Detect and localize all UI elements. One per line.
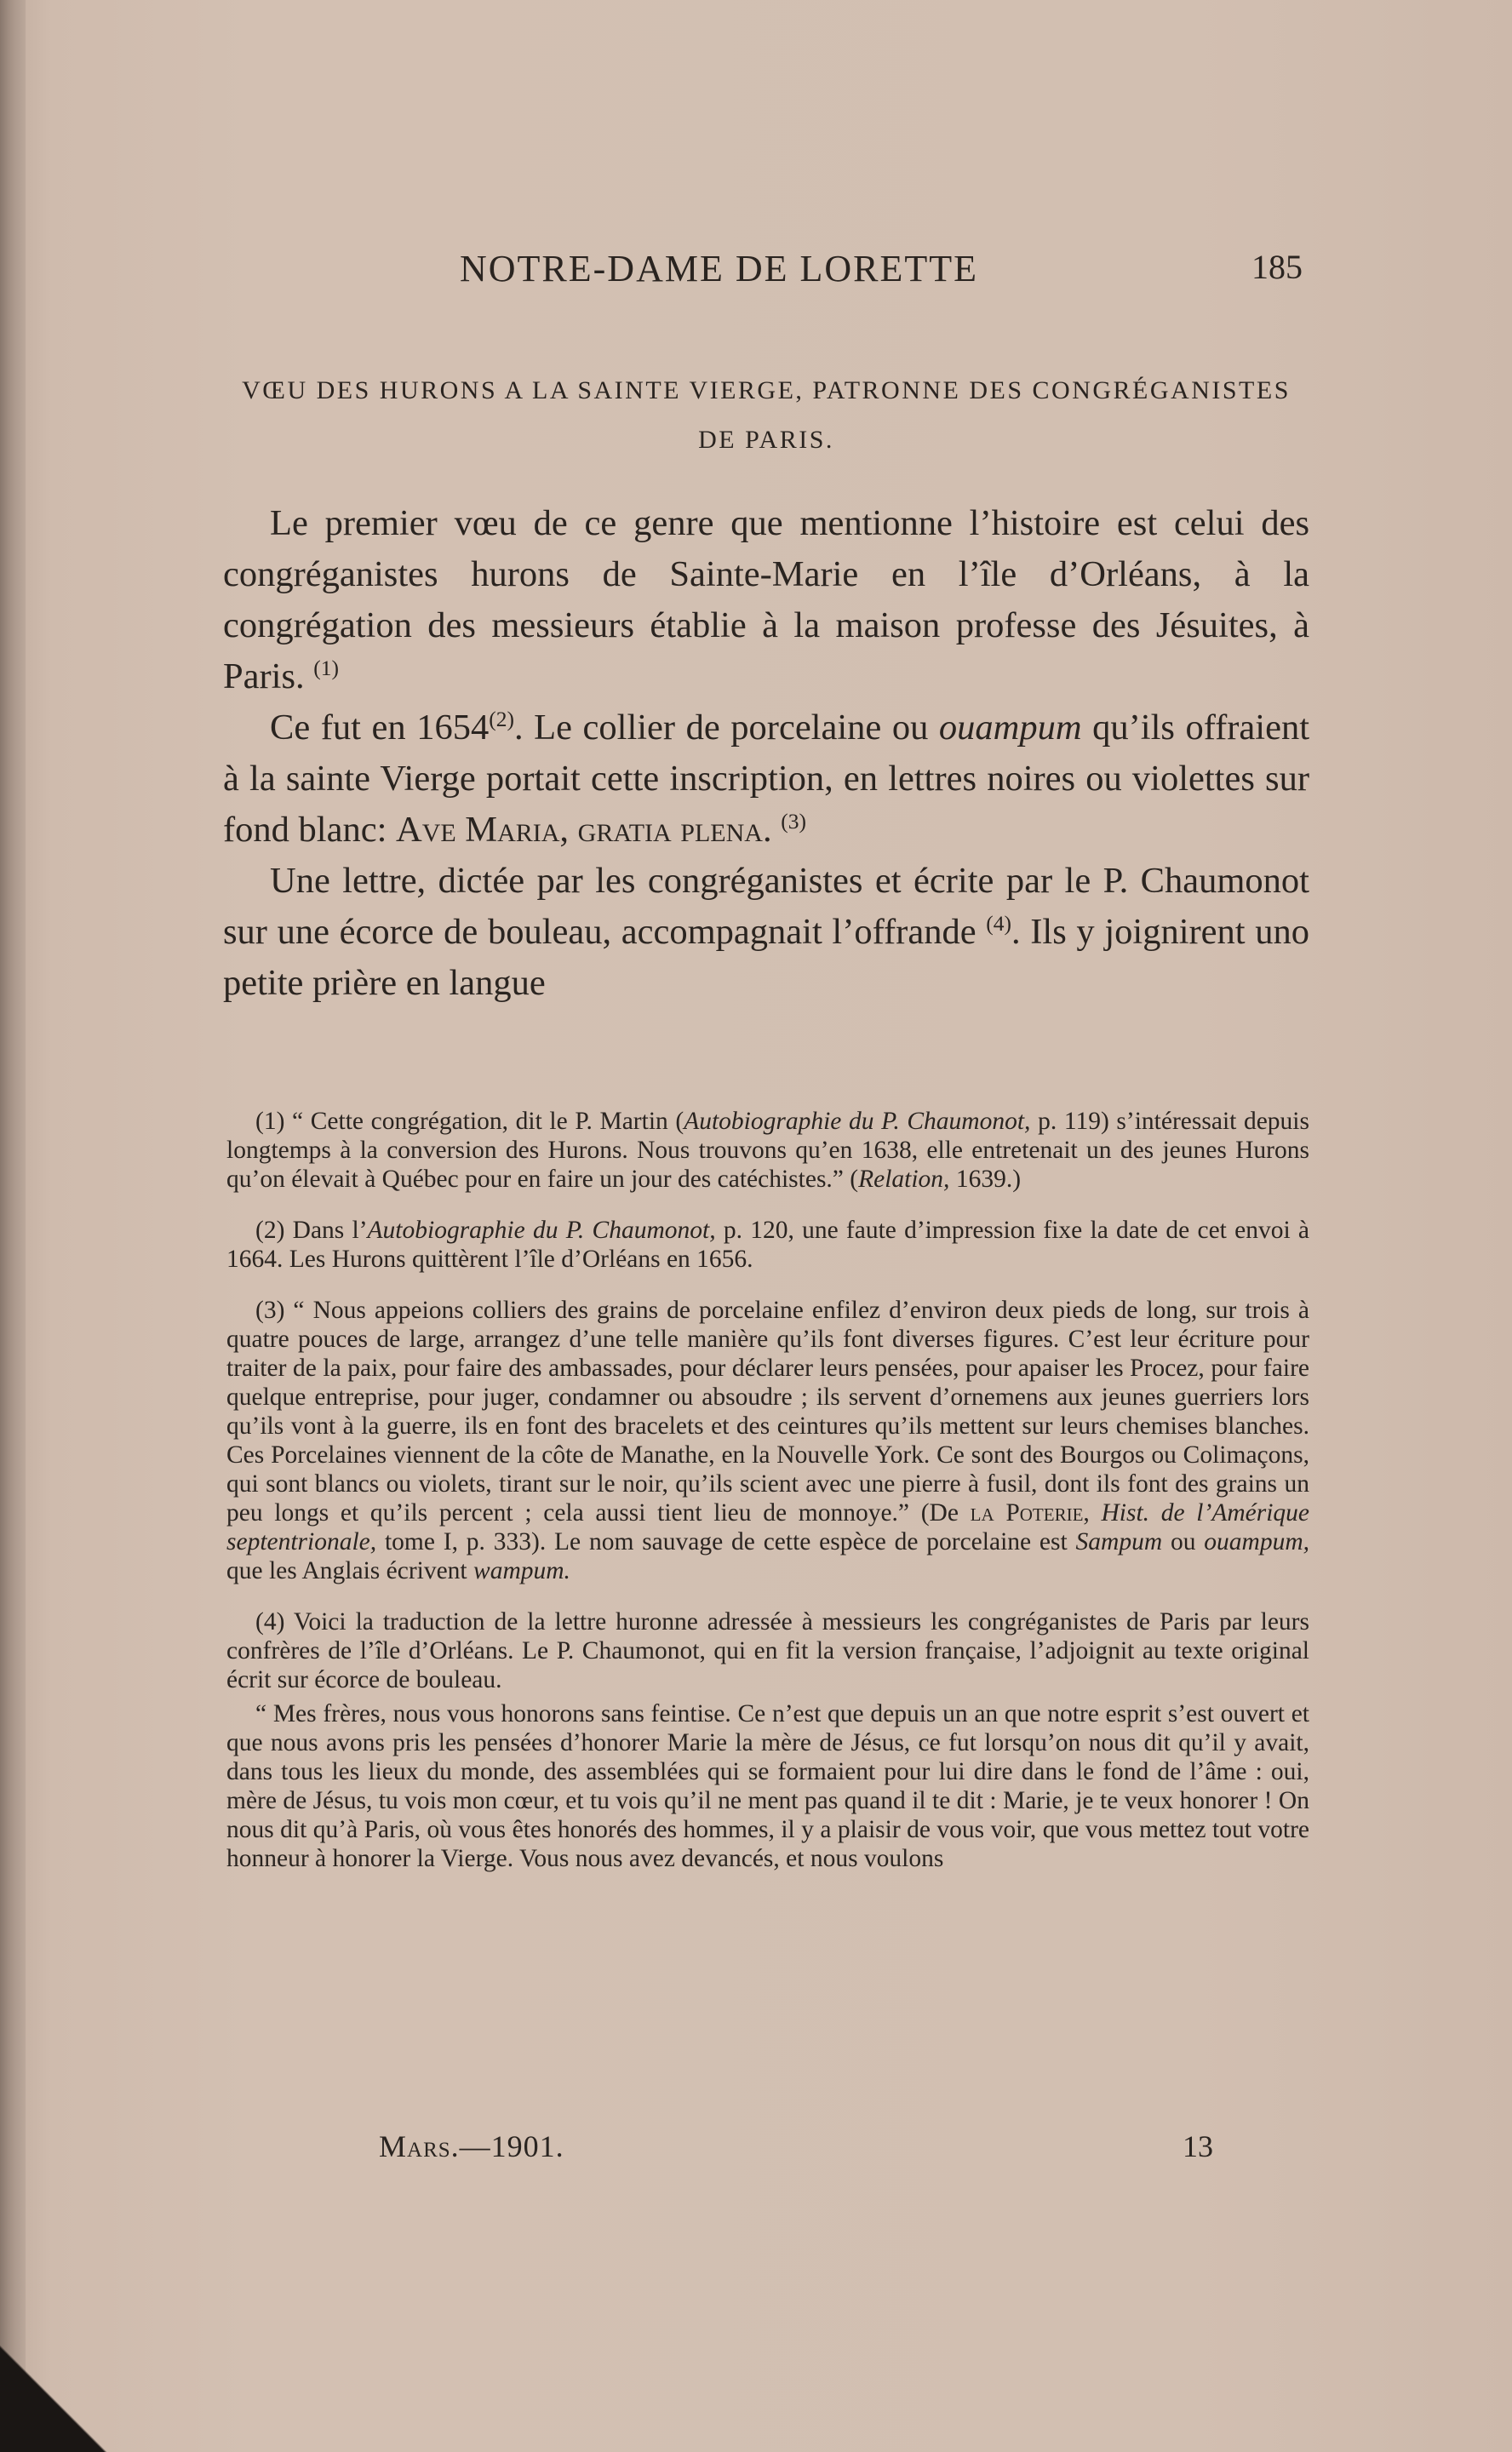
- footer-signature: 13: [1183, 2129, 1213, 2163]
- paragraph-3-text-a: Une lettre, dictée par les congréganistes et écrite par le P. Chaumonot sur une écorce de bouleau, accompagnait l’offrande: [223, 861, 1309, 952]
- scan-corner-shadow: [0, 2307, 153, 2452]
- footnote-3-text-b: tome I, p. 333). Le nom sauvage de cette espèce de porcelaine est: [376, 1528, 1076, 1555]
- paragraph-3: [223, 856, 1309, 1009]
- inscription-text: Ave Maria, gratia plena.: [396, 810, 772, 850]
- section-heading: VŒU DES HURONS A LA SAINTE VIERGE, PATRONNE DES CONGRÉGANISTES DE PARIS.: [242, 376, 1291, 454]
- footnotes: [226, 1107, 1309, 1873]
- footnote-ref-3: (3): [781, 808, 806, 834]
- footnote-1-italic-a: Autobiographie du P. Chaumonot,: [684, 1108, 1031, 1135]
- running-title: NOTRE-DAME DE LORETTE: [460, 248, 979, 289]
- paragraph-2-italic: ouampum: [938, 708, 1082, 748]
- paragraph-2-text-b: . Le collier de porcelaine ou: [513, 708, 939, 748]
- footer-date: [379, 2128, 564, 2164]
- footnote-3-italic-d: wampum.: [473, 1557, 570, 1584]
- footnote-2-text-b: p. 120, une faute d’impression fixe la date de cet envoi à 1664. Les Hurons quittèrent l’île d’Orléans en 1656.: [226, 1217, 1309, 1273]
- footnote-3-italic-c: ouampum,: [1204, 1528, 1309, 1555]
- footnote-2-text-a: (2) Dans l’: [255, 1217, 368, 1244]
- footnote-1-text-a: (1) “ Cette congrégation, dit le P. Martin (: [255, 1108, 684, 1135]
- main-text: [223, 498, 1309, 1009]
- footnote-ref-2: (2): [489, 706, 514, 731]
- footnote-2-italic: Autobiographie du P. Chaumonot,: [367, 1217, 716, 1244]
- footnote-3-italic-b: Sampum: [1075, 1528, 1163, 1555]
- page-footer: [379, 2128, 1213, 2171]
- footnote-1-text-c: 1639.): [949, 1166, 1022, 1193]
- footnote-1-italic-b: Relation,: [858, 1166, 950, 1193]
- paragraph-2-text-c: qu’ils offraient à la sainte Vierge portait cette inscription, en lettres noires ou violettes sur fond blanc:: [223, 708, 1310, 850]
- footnote-ref-4: (4): [986, 910, 1011, 936]
- footnote-4-quote: “ Mes frères, nous vous honorons sans feintise. Ce n’est que depuis un an que notre esprit s’est ouvert et que nous avons pris les pensées d’honorer Marie la mère de Jésus, ce fut lorsqu’on nous dit qu’il y avait, dans tous les lieux du monde, des assemblées qui se formaient pour lui dire dans le fond de l’âme : oui, mère de Jésus, tu vois mon cœur, et tu vois qu’il ne ment pas quand il te dit : Marie, je te veux honorer ! On nous dit qu’à Paris, où vous êtes honorés des hommes, il y a plaisir de vous voir, que vous mettez tout votre honneur à honorer la Vierge. Vous nous avez devancés, et nous voulons: [226, 1700, 1309, 1872]
- footnote-1-text-b: p. 119) s’intéressait depuis longtemps à la conversion des Hurons. Nous trouvons qu’en 1638, elle entretenait un des jeunes Hurons qu’on élevait à Québec pour en faire un jour des catéchistes.” (: [226, 1108, 1309, 1193]
- paragraph-1: [223, 498, 1309, 702]
- paragraph-1-text: Le premier vœu de ce genre que mentionne l’histoire est celui des congréganistes hurons de Sainte-Marie en l’île d’Orléans, à la congrégation des messieurs établie à la maison professe des Jésuites, à Paris.: [223, 503, 1309, 696]
- book-binding-edge: [0, 0, 26, 2452]
- page-number: 185: [1251, 248, 1303, 286]
- footnote-2: [226, 1216, 1309, 1274]
- footnote-ref-1: (1): [313, 655, 339, 680]
- footer-date-text: Mars.—1901.: [379, 2129, 564, 2163]
- running-head: [460, 247, 1303, 298]
- footnote-4: (4) Voici la traduction de la lettre huronne adressée à messieurs les congréganistes de Paris par leurs confrères de l’île d’Orléans. Le P. Chaumonot, qui en fit la version française, l’adjoignit au texte original écrit sur écorce de bouleau.: [226, 1608, 1309, 1693]
- paragraph-3-text-b: . Ils y joignirent uno petite prière en langue: [223, 912, 1310, 1003]
- footnote-3-text-c: ou: [1162, 1528, 1205, 1555]
- footnote-3-text-d: que les Anglais écrivent: [226, 1557, 474, 1584]
- footnote-3: [226, 1296, 1309, 1585]
- paragraph-2: [223, 702, 1309, 856]
- footnote-3-italic-a: Hist. de l’Amérique septentrionale,: [226, 1499, 1310, 1555]
- footnote-1: [226, 1107, 1309, 1194]
- footnote-3-text-a: (3) “ Nous appeions colliers des grains de porcelaine enfilez d’environ deux pieds de long, sur trois à quatre pouces de large, arrangez d’une telle manière qu’ils font diverses figures. C’est leur écriture pour traiter de la paix, pour faire des ambassades, pour déclarer leurs pensées, pour apaiser les Procez, pour faire quelque entreprise, pour juger, condamner ou absoudre ; ils servent d’ornemens aux jeunes guerriers lors qu’ils vont à la guerre, ils en font des bracelets et des ceintures qu’ils mettent sur leurs chemises blanches. Ces Porcelaines viennent de la côte de Manathe, en la Nouvelle York. Ce sont des Bourgos ou Colimaçons, qui sont blancs ou violets, tirant sur le noir, qu’ils scient avec une pierre à fusil, dont ils font des grains un peu longs et qu’ils percent ; cela aussi tient lieu de monnoye.” (De: [226, 1297, 1309, 1527]
- paragraph-2-text-a: Ce fut en 1654: [270, 708, 490, 748]
- footnote-3-author: la Poterie,: [970, 1499, 1090, 1527]
